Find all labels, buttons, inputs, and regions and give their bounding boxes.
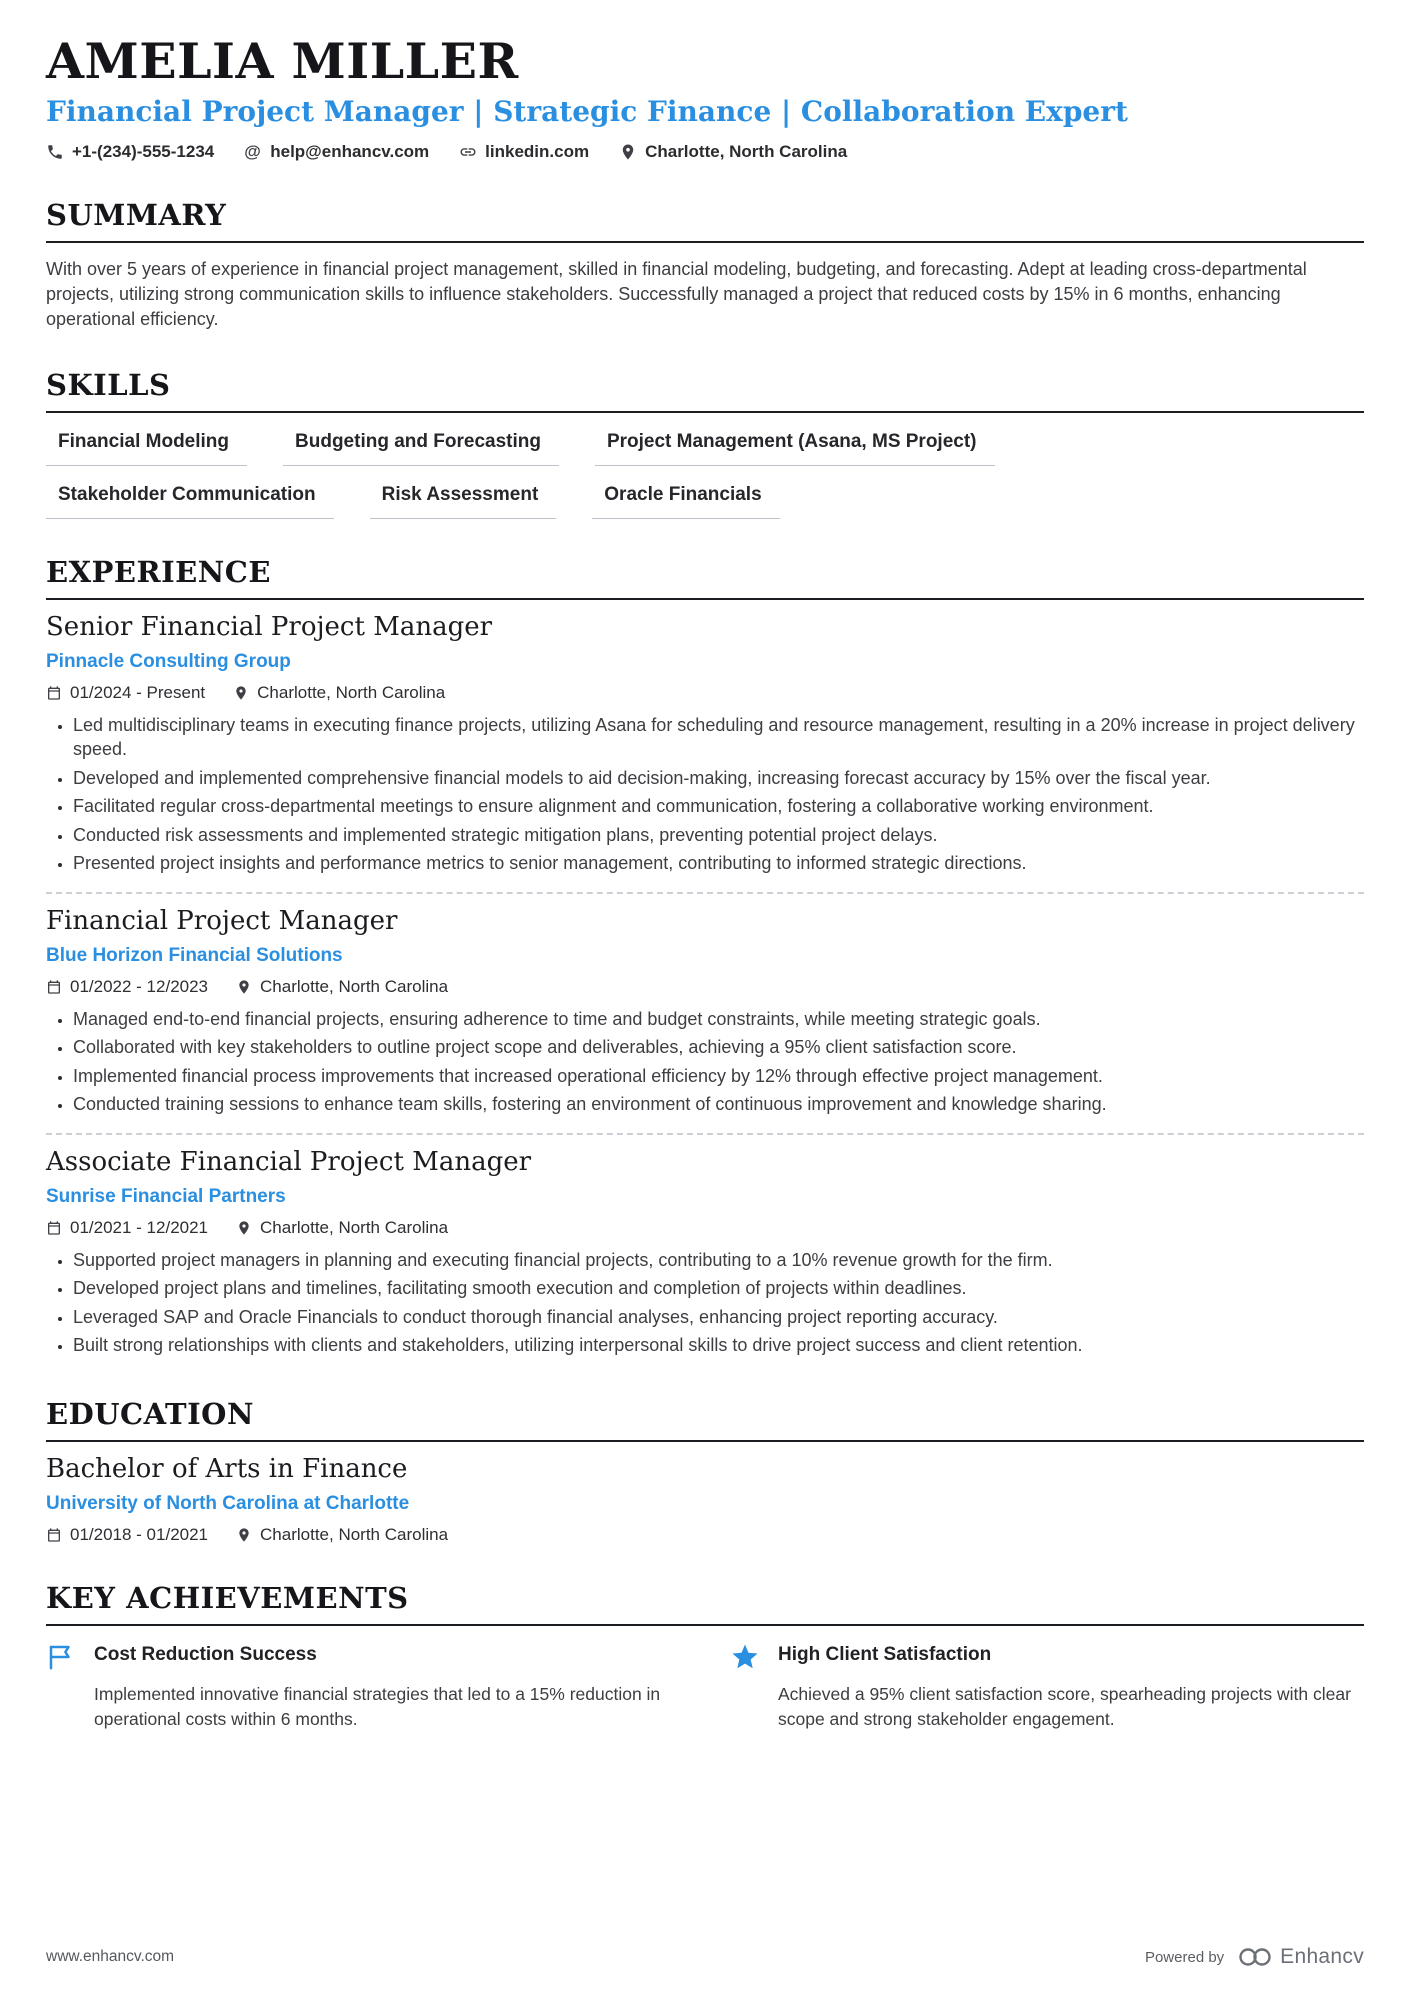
bullet-item: • Developed and implemented comprehensive financial models to aid decision-making, increasing forecast accuracy by 15% over the fiscal year. — [73, 766, 1364, 790]
enhancv-logo-icon — [1238, 1946, 1272, 1968]
dates-text: 01/2021 - 12/2021 — [70, 1217, 209, 1237]
education-meta — [46, 1525, 1364, 1545]
bullet-item: • Leveraged SAP and Oracle Financials to conduct thorough financial analyses, enhancing project reporting accuracy. — [73, 1305, 1364, 1329]
achievement-item — [730, 1644, 1364, 1731]
phone-contact[interactable] — [46, 142, 214, 162]
flex-spacer — [46, 1731, 1364, 1901]
bullet-item: • Conducted training sessions to enhance team skills, fostering an environment of continuous improvement and knowledge sharing. — [73, 1092, 1364, 1116]
achievement-title: High Client Satisfaction — [778, 1644, 992, 1666]
calendar-icon — [46, 1220, 62, 1236]
summary-text: With over 5 years of experience in financial project management, skilled in financial modeling, budgeting, and forecasting. Adept at leading cross-departmental projects, utilizing strong communication skills to influence stakeholders. Successfully managed a project that reduced costs by 15% in 6 months, enhancing operational efficiency. — [46, 259, 1307, 330]
degree-title: Bachelor of Arts in Finance — [46, 1454, 408, 1485]
summary-heading: SUMMARY — [46, 198, 1364, 243]
phone-icon — [46, 143, 64, 161]
skill-item: Financial Modeling — [46, 417, 247, 466]
flag-icon — [46, 1642, 76, 1672]
experience-entry — [46, 612, 1364, 876]
location-text: Charlotte, North Carolina — [260, 976, 449, 996]
school-name: University of North Carolina at Charlotte — [46, 1493, 410, 1515]
linkedin-contact[interactable] — [459, 142, 589, 162]
experience-entry — [46, 906, 1364, 1117]
job-meta — [46, 977, 1364, 997]
achievements-grid — [46, 1644, 1364, 1731]
email-icon: @ — [244, 142, 261, 162]
page-footer — [46, 1945, 1364, 1969]
job-location — [236, 1218, 448, 1238]
job-bullets — [46, 713, 1364, 876]
location-text: Charlotte, North Carolina — [260, 1525, 449, 1545]
linkedin-url: linkedin.com — [485, 142, 590, 162]
skill-item: Oracle Financials — [592, 470, 779, 519]
star-icon — [730, 1642, 760, 1672]
link-icon — [459, 143, 477, 161]
footer-branding — [1145, 1945, 1364, 1969]
job-meta — [46, 683, 1364, 703]
bullet-item: • Supported project managers in planning and executing financial projects, contributing to a 10% revenue growth for the firm. — [73, 1248, 1364, 1272]
education-dates — [46, 1525, 208, 1545]
bullet-item: • Collaborated with key stakeholders to outline project scope and deliverables, achieving a 95% client satisfaction score. — [73, 1035, 1364, 1059]
experience-entry — [46, 1147, 1364, 1358]
achievement-text: Achieved a 95% client satisfaction score, spearheading projects with clear scope and strong stakeholder engagement. — [778, 1684, 1351, 1729]
phone-number: +1-(234)-555-1234 — [72, 142, 215, 162]
bullet-item: • Presented project insights and performance metrics to senior management, contributing to informed strategic directions. — [73, 851, 1364, 875]
company-name: Sunrise Financial Partners — [46, 1185, 286, 1207]
enhancv-brand-name: Enhancv — [1280, 1945, 1364, 1968]
job-title: Associate Financial Project Manager — [46, 1146, 532, 1177]
job-dates — [46, 977, 208, 997]
location-pin-icon — [236, 1527, 252, 1543]
candidate-headline: Financial Project Manager | Strategic Finance | Collaboration Expert — [46, 95, 1128, 129]
location-icon — [619, 143, 637, 161]
skills-row-2 — [46, 470, 1364, 519]
achievement-item — [46, 1644, 680, 1731]
job-bullets — [46, 1248, 1364, 1358]
email-address: help@enhancv.com — [270, 142, 430, 162]
job-title: Financial Project Manager — [46, 905, 398, 936]
bullet-item: • Facilitated regular cross-departmental meetings to ensure alignment and communication, fostering a collaborative working environment. — [73, 794, 1364, 818]
entry-divider — [46, 1133, 1364, 1135]
skills-section — [46, 368, 1364, 519]
bullet-item: • Implemented financial process improvements that increased operational efficiency by 12% through effective project management. — [73, 1064, 1364, 1088]
dates-text: 01/2018 - 01/2021 — [70, 1525, 209, 1545]
company-name: Pinnacle Consulting Group — [46, 650, 291, 672]
location-text: Charlotte, North Carolina — [260, 1217, 449, 1237]
footer-website-link[interactable]: www.enhancv.com — [46, 1948, 175, 1965]
job-dates — [46, 683, 205, 703]
achievement-text: Implemented innovative financial strategies that led to a 15% reduction in operational costs within 6 months. — [94, 1684, 661, 1729]
skill-item: Stakeholder Communication — [46, 470, 334, 519]
location-text: Charlotte, North Carolina — [257, 682, 446, 702]
resume-header — [46, 32, 1364, 162]
summary-section — [46, 198, 1364, 331]
experience-section — [46, 555, 1364, 1362]
job-location — [236, 977, 448, 997]
bullet-item: • Conducted risk assessments and implemented strategic mitigation plans, preventing potential project delays. — [73, 823, 1364, 847]
bullet-item: • Built strong relationships with clients and stakeholders, utilizing interpersonal skills to drive project success and client retention. — [73, 1333, 1364, 1357]
company-name: Blue Horizon Financial Solutions — [46, 944, 343, 966]
job-meta — [46, 1218, 1364, 1238]
education-entry — [46, 1454, 1364, 1545]
skill-item: Risk Assessment — [370, 470, 557, 519]
job-title: Senior Financial Project Manager — [46, 611, 493, 642]
bullet-item: • Led multidisciplinary teams in executing finance projects, utilizing Asana for scheduling and resource management, resulting in a 20% increase in project delivery speed. — [73, 713, 1364, 762]
entry-divider — [46, 892, 1364, 894]
bullet-item: • Managed end-to-end financial projects, ensuring adherence to time and budget constraints, while meeting strategic goals. — [73, 1007, 1364, 1031]
location-pin-icon — [236, 979, 252, 995]
achievements-heading: KEY ACHIEVEMENTS — [46, 1581, 1364, 1626]
job-bullets — [46, 1007, 1364, 1117]
candidate-name: AMELIA MILLER — [46, 32, 519, 90]
bullet-item: • Developed project plans and timelines, facilitating smooth execution and completion of projects within deadlines. — [73, 1276, 1364, 1300]
dates-text: 01/2022 - 12/2023 — [70, 976, 209, 996]
job-location — [233, 683, 445, 703]
location-contact — [619, 142, 847, 162]
skill-item: Project Management (Asana, MS Project) — [595, 417, 995, 466]
skills-row-1 — [46, 417, 1364, 466]
calendar-icon — [46, 1527, 62, 1543]
education-location — [236, 1525, 448, 1545]
dates-text: 01/2024 - Present — [70, 682, 206, 702]
location-text: Charlotte, North Carolina — [645, 142, 848, 162]
skill-item: Budgeting and Forecasting — [283, 417, 559, 466]
experience-heading: EXPERIENCE — [46, 555, 1364, 600]
education-section — [46, 1397, 1364, 1545]
location-pin-icon — [236, 1220, 252, 1236]
email-contact[interactable] — [244, 142, 429, 162]
enhancv-logo[interactable] — [1238, 1945, 1364, 1969]
job-dates — [46, 1218, 208, 1238]
achievements-section — [46, 1581, 1364, 1731]
skills-heading: SKILLS — [46, 368, 1364, 413]
achievement-title: Cost Reduction Success — [94, 1644, 317, 1666]
location-pin-icon — [233, 685, 249, 701]
education-heading: EDUCATION — [46, 1397, 1364, 1442]
calendar-icon — [46, 685, 62, 701]
powered-by-label: Powered by — [1144, 1948, 1225, 1966]
calendar-icon — [46, 979, 62, 995]
contact-row — [46, 142, 1364, 162]
